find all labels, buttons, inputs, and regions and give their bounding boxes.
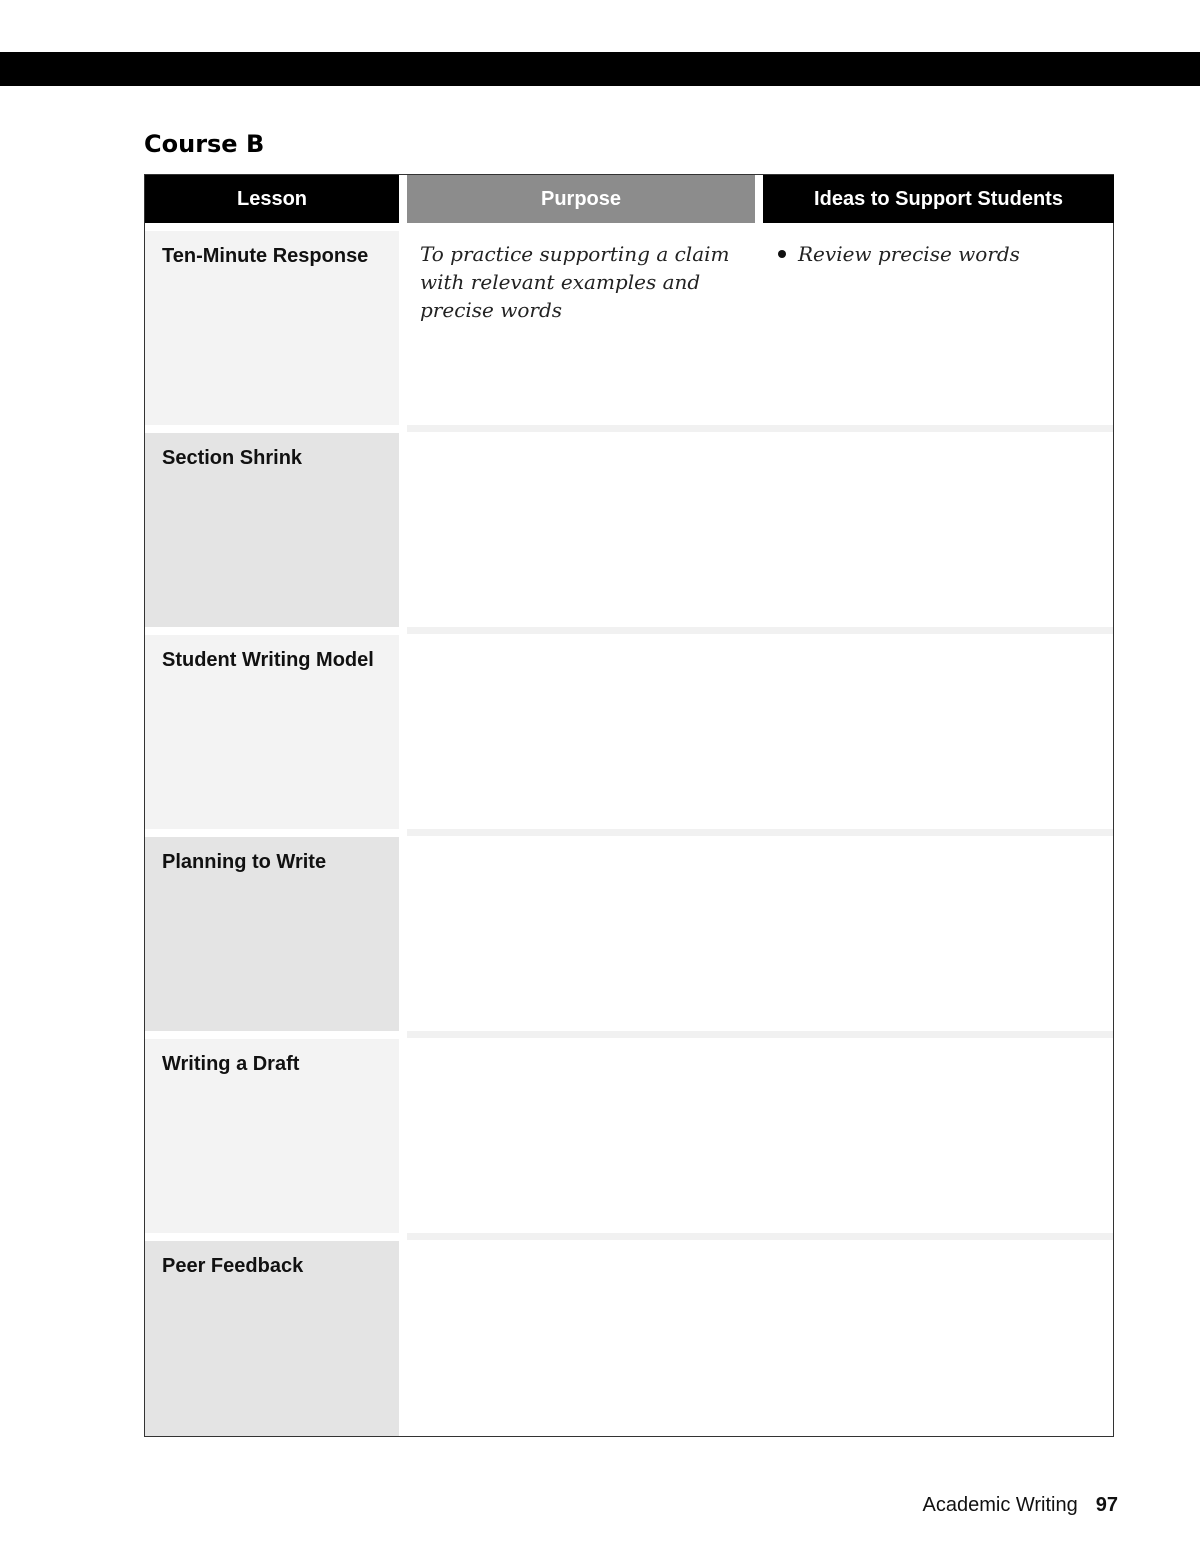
course-title: Course B <box>144 130 265 158</box>
page-number: 97 <box>1095 1494 1118 1516</box>
table-row <box>145 837 1113 1031</box>
lesson-cell: Section Shrink <box>145 433 399 627</box>
top-bar <box>0 52 1200 86</box>
page-footer <box>923 1494 1118 1517</box>
lesson-cell: Peer Feedback <box>145 1241 399 1436</box>
row-divider <box>407 829 1113 836</box>
table-row <box>145 1241 1113 1436</box>
row-divider <box>407 1031 1113 1038</box>
table-row <box>145 635 1113 829</box>
list-item <box>778 240 1020 268</box>
ideas-list <box>778 240 1020 268</box>
lesson-table <box>144 174 1114 1437</box>
row-divider <box>407 1233 1113 1240</box>
lesson-cell: Student Writing Model <box>145 635 399 829</box>
header-lesson: Lesson <box>145 175 399 223</box>
lesson-cell: Planning to Write <box>145 837 399 1031</box>
lesson-cell: Writing a Draft <box>145 1039 399 1233</box>
row-divider <box>407 627 1113 634</box>
purpose-text: To practice supporting a claim with relevant examples and precise words <box>420 242 730 322</box>
header-ideas: Ideas to Support Students <box>763 175 1114 223</box>
table-row <box>145 1039 1113 1233</box>
lesson-cell: Ten-Minute Response <box>145 231 399 425</box>
table-row <box>145 433 1113 627</box>
bullet-icon <box>778 250 786 258</box>
header-purpose: Purpose <box>407 175 755 223</box>
row-divider <box>407 425 1113 432</box>
footer-section: Academic Writing <box>922 1494 1078 1516</box>
idea-text: Review precise words <box>798 242 1020 266</box>
